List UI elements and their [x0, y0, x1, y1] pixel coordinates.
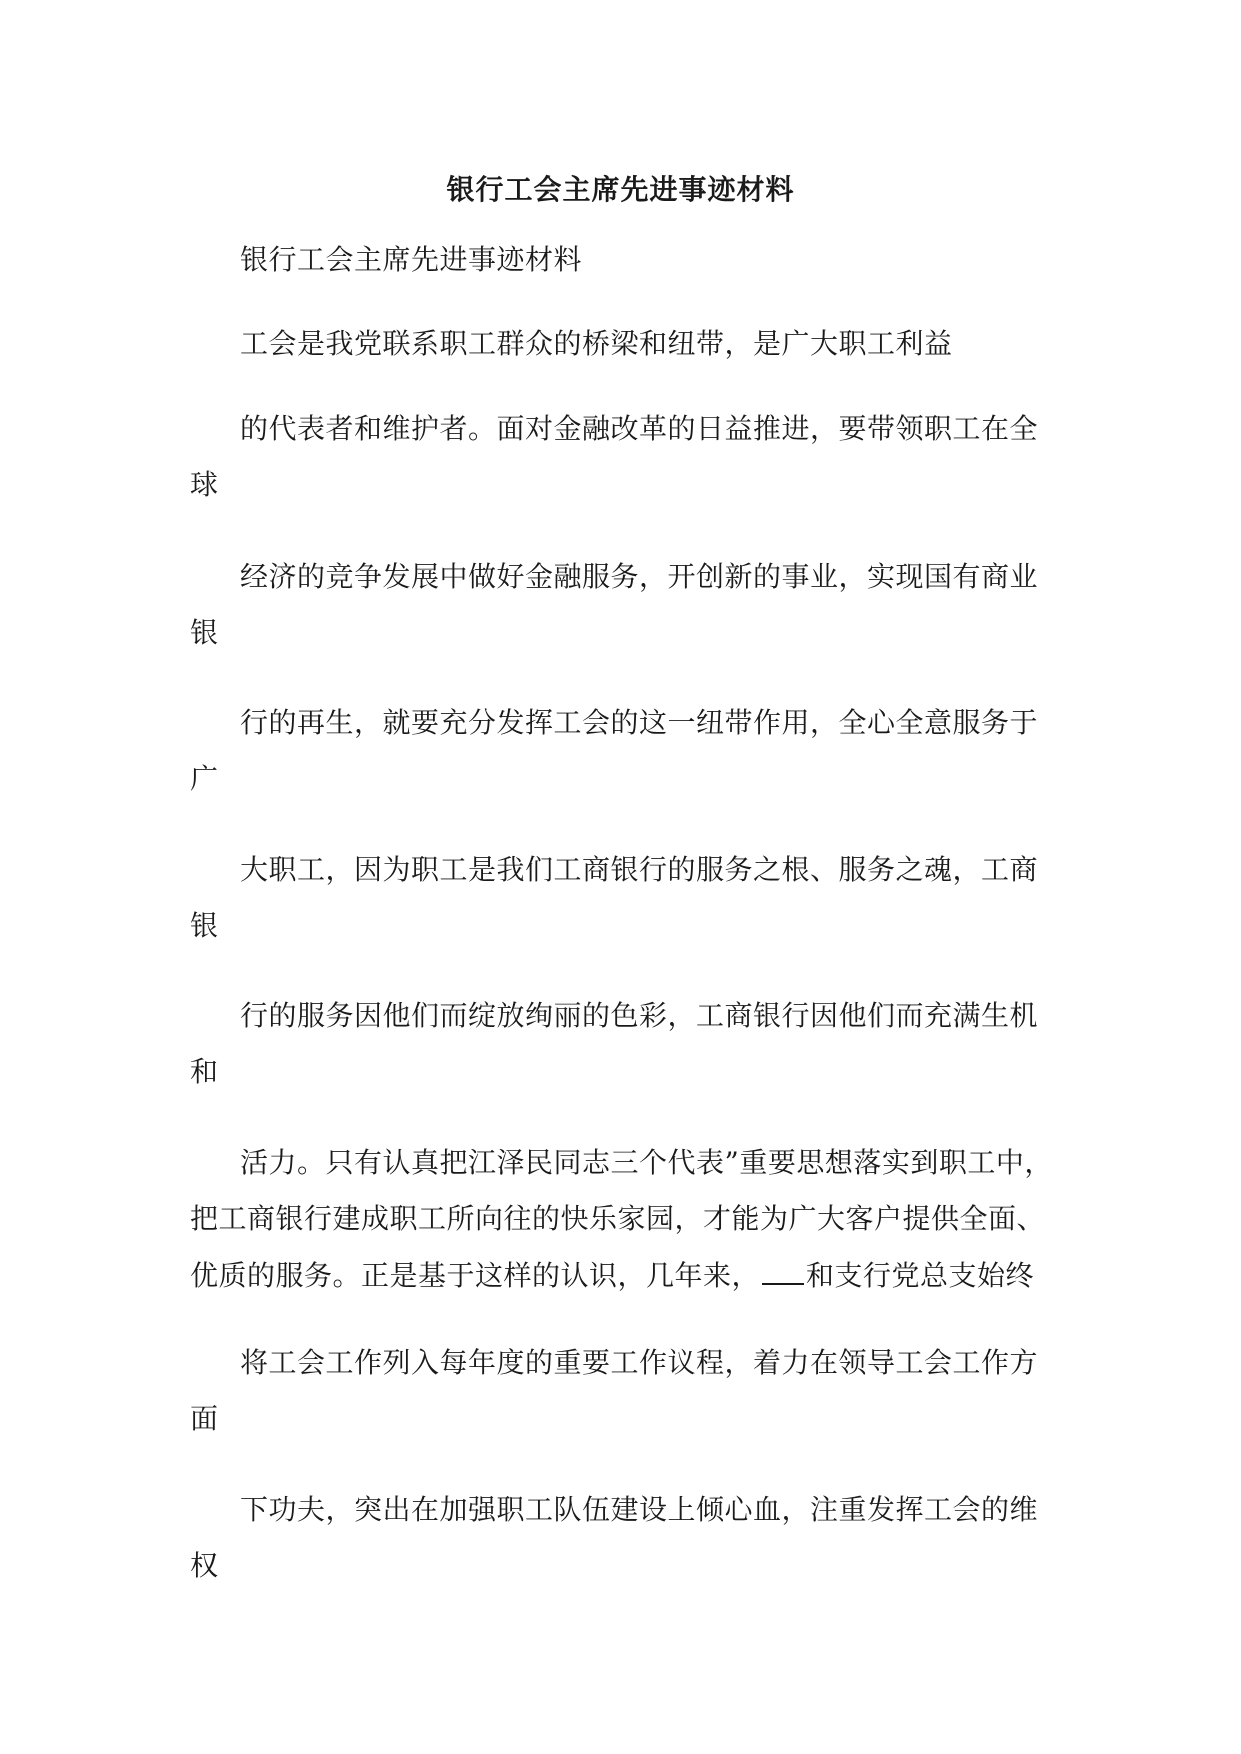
- body-line: 面: [190, 1402, 219, 1435]
- body-line: 的代表者和维护者。面对金融改革的日益推进，要带领职工在全: [240, 412, 1039, 445]
- body-line: 工会是我党联系职工群众的桥梁和纽带，是广大职工利益: [240, 327, 953, 360]
- body-line-with-blank: [190, 1257, 1034, 1294]
- body-line: 经济的竞争发展中做好金融服务，开创新的事业，实现国有商业: [240, 560, 1039, 593]
- blank-line-before: 优质的服务。正是基于这样的认识，几年来，: [190, 1259, 761, 1292]
- subtitle-line: 银行工会主席先进事迹材料: [240, 243, 583, 276]
- body-line: 行的服务因他们而绽放绚丽的色彩，工商银行因他们而充满生机: [240, 999, 1039, 1032]
- body-line: 和: [190, 1055, 219, 1088]
- blank-line-after: 和支行党总支始终: [806, 1259, 1035, 1292]
- body-line: 把工商银行建成职工所向往的快乐家园，才能为广大客户提供全面、: [190, 1202, 1046, 1235]
- body-line: 银: [190, 909, 219, 942]
- body-line: 权: [190, 1549, 219, 1582]
- fill-in-blank: [762, 1257, 804, 1285]
- body-line: 活力。只有认真把江泽民同志三个代表”重要思想落实到职工中，: [240, 1146, 1053, 1179]
- body-line: 球: [190, 468, 219, 501]
- document-title: 银行工会主席先进事迹材料: [446, 173, 795, 206]
- body-line: 将工会工作列入每年度的重要工作议程，着力在领导工会工作方: [240, 1346, 1039, 1379]
- body-line: 下功夫，突出在加强职工队伍建设上倾心血，注重发挥工会的维: [240, 1493, 1039, 1526]
- body-line: 大职工，因为职工是我们工商银行的服务之根、服务之魂，工商: [240, 853, 1039, 886]
- body-line: 银: [190, 616, 219, 649]
- body-line: 广: [190, 762, 219, 795]
- body-line: 行的再生，就要充分发挥工会的这一纽带作用，全心全意服务于: [240, 706, 1039, 739]
